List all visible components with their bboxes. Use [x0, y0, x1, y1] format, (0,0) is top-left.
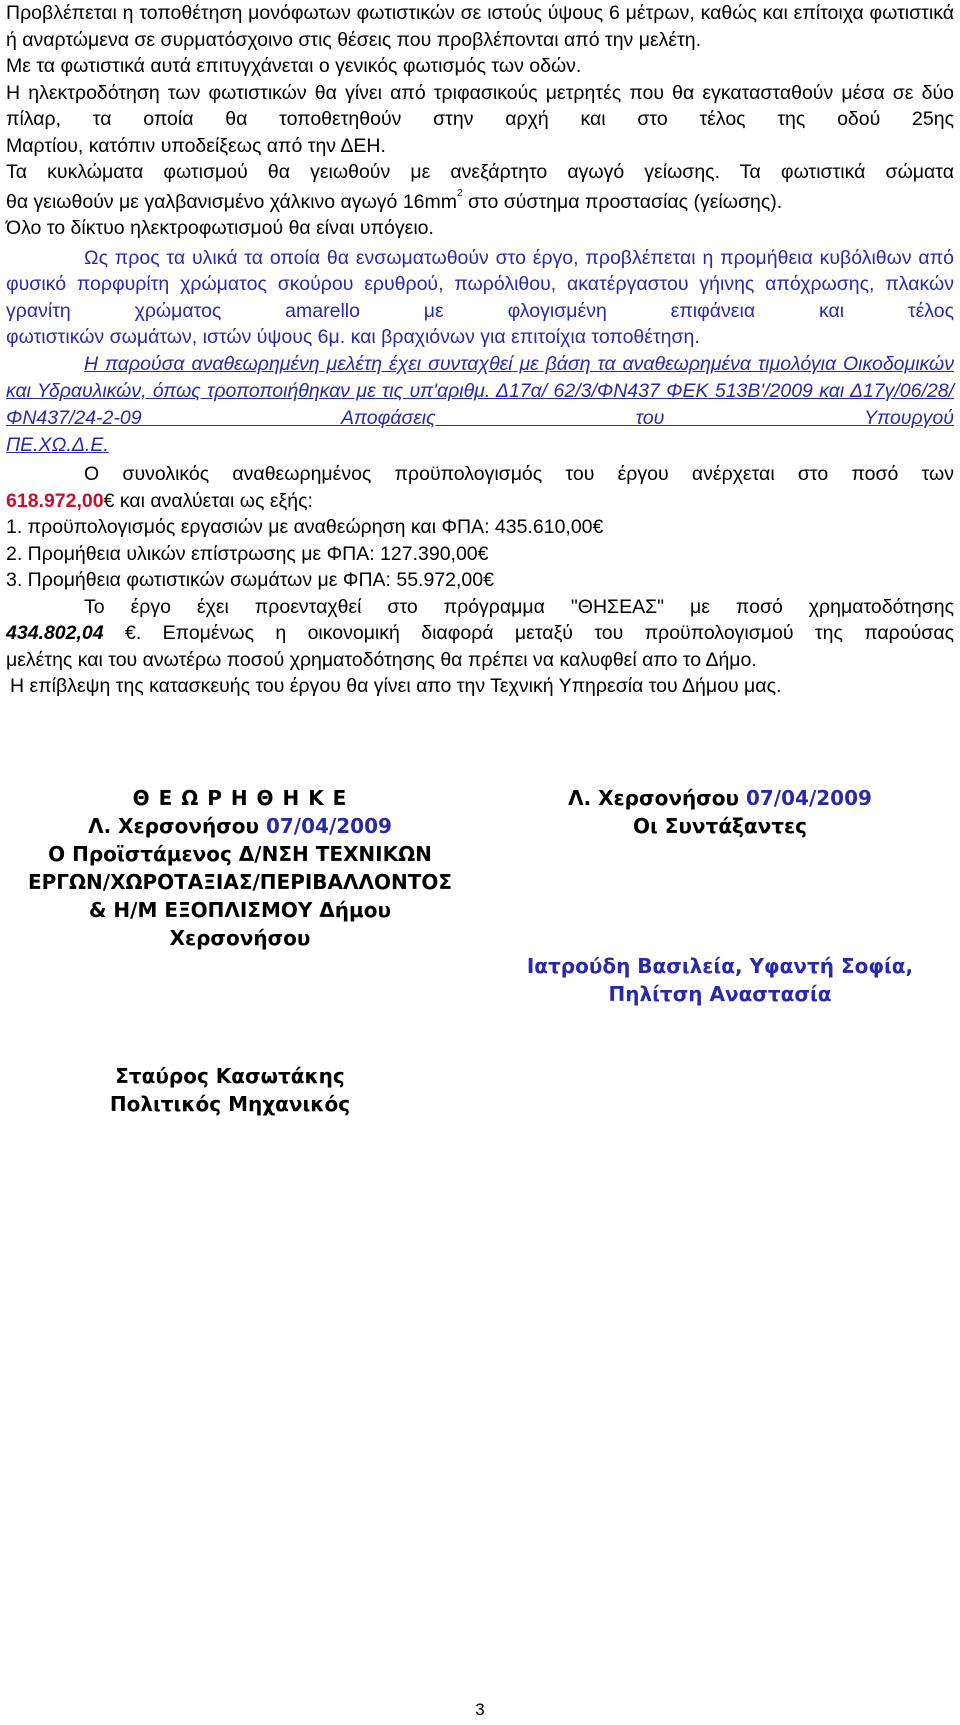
paragraph-funding-difference: 434.802,04 €. Επομένως η οικονομική διαφορά μεταξύ του προϋπολογισμού της παρούσας	[6, 622, 954, 644]
paragraph-power-supply-end: Μαρτίου, κατόπιν υποδείξεως από την ΔΕΗ.	[6, 134, 386, 157]
funding-amount: 434.802,04	[6, 622, 104, 644]
approval-heading: Θ Ε Ω Ρ Η Θ Η Κ Ε	[132, 786, 348, 810]
authors-names-line-1: Ιατρούδη Βασιλεία, Υφαντή Σοφία,	[526, 954, 914, 978]
paragraph-materials-end: φωτιστικών σωμάτων, ιστών ύψους 6μ. και βραχιόνων για επιτοίχια τοποθέτηση.	[6, 326, 700, 348]
paragraph-total-budget: Ο συνολικός αναθεωρημένος προϋπολογισμός του έργου ανέρχεται στο ποσό των	[84, 463, 954, 485]
authors-date: 07/04/2009	[745, 786, 872, 810]
authors-place-date: Λ. Χερσονήσου 07/04/2009	[568, 786, 872, 810]
document-body	[6, 0, 954, 700]
paragraph-lighting-intro: Προβλέπεται η τοποθέτηση μονόφωτων φωτιστικών σε ιστούς ύψους 6 μέτρων, καθώς και επίτοιχα φωτιστικά ή αναρτώμενα σε συρματόσχοινο στις θέσεις που προβλέπονται από την μελέτη.	[6, 2, 954, 51]
approver-name-block	[0, 1062, 460, 1118]
approval-place-date: Λ. Χερσονήσου 07/04/2009	[88, 814, 392, 838]
approval-signature-block	[0, 784, 480, 952]
paragraph-funding-program: Το έργο έχει προενταχθεί στο πρόγραμμα "ΘΗΣΕΑΣ" με ποσό χρηματοδότησης	[84, 595, 954, 618]
paragraph-grounding: Τα κυκλώματα φωτισμού θα γειωθούν με ανεξάρτητο αγωγό γείωσης. Τα φωτιστικά σώματα	[6, 161, 954, 183]
paragraph-underground: Όλο το δίκτυο ηλεκτροφωτισμού θα είναι υπόγειο.	[6, 217, 434, 239]
paragraph-power-supply: Η ηλεκτροδότηση των φωτιστικών θα γίνει από τριφασικούς μετρητές που θα εγκατασταθούν μέσα σε δύο πίλαρ, τα οποία θα τοποθετηθούν στην αρχή και στο τέλος της οδού 25ης	[6, 81, 954, 130]
budget-item-3: 3. Προμήθεια φωτιστικών σωμάτων με ΦΠΑ: 55.972,00€	[6, 569, 494, 591]
paragraph-supervision: Η επίβλεψη της κατασκευής του έργου θα γίνει απο την Τεχνική Υπηρεσία του Δήμου μας.	[10, 675, 782, 697]
page-number: 3	[475, 1700, 485, 1719]
paragraph-total-amount: 618.972,00€ και αναλύεται ως εξής:	[6, 489, 313, 512]
paragraph-materials: Ως προς τα υλικά τα οποία θα ενσωματωθούν στο έργο, προβλέπεται η προμήθεια κυβόλιθων από φυσικό πορφυρίτη χρώματος σκούρου ερυθρού, πωρόλιθου, ακατέργαστου γήινης απόχρωσης, πλακών γρανίτη χρώματος amarello με φλογισμένη επιφάνεια και τέλος	[6, 246, 954, 322]
approval-role: Ο Προϊστάμενος Δ/ΝΣΗ ΤΕΧΝΙΚΩΝ	[48, 842, 432, 866]
approval-date: 07/04/2009	[265, 814, 392, 838]
budget-item-1: 1. προϋπολογισμός εργασιών με αναθεώρηση και ΦΠΑ: 435.610,00€	[6, 516, 604, 538]
authors-names-line-2: Πηλίτση Αναστασία	[608, 982, 832, 1006]
authors-heading: Οι Συντάξαντες	[633, 814, 807, 838]
authors-names-block	[500, 952, 940, 1008]
approval-department: ΕΡΓΩΝ/ΧΩΡΟΤΑΞΙΑΣ/ΠΕΡΙΒΑΛΛΟΝΤΟΣ	[27, 870, 453, 894]
paragraph-funding-coverage: μελέτης και του ανωτέρω ποσού χρηματοδότησης θα πρέπει να καλυφθεί απο το Δήμο.	[6, 648, 757, 671]
total-amount: 618.972,00	[6, 489, 104, 512]
approver-title: Πολιτικός Μηχανικός	[109, 1092, 351, 1116]
paragraph-revision-ministry: ΠΕ.ΧΩ.Δ.Ε.	[6, 433, 109, 456]
paragraph-lighting-general: Με τα φωτιστικά αυτά επιτυγχάνεται ο γενικός φωτισμός των οδών.	[6, 55, 582, 77]
paragraph-revision-basis: Η παρούσα αναθεωρημένη μελέτη έχει συνταχθεί με βάση τα αναθεωρημένα τιμολόγια Οικοδομικών και Υδραυλικών, όπως τροποποιήθηκαν με τις υπ'αριθμ. Δ17α/ 62/3/ΦΝ437 ΦΕΚ 513Β'/2009 και Δ17γ/06/28/ΦΝ437/24-2-09 Αποφάσεις του Υπουργού	[6, 352, 954, 429]
authors-signature-block	[500, 784, 940, 840]
approval-equipment: & Η/Μ ΕΞΟΠΛΙΣΜΟΥ Δήμου	[89, 898, 391, 922]
approval-municipality: Χερσονήσου	[169, 926, 311, 950]
approver-name: Σταύρος Κασωτάκης	[115, 1064, 345, 1088]
budget-item-2: 2. Προμήθεια υλικών επίστρωσης με ΦΠΑ: 127.390,00€	[6, 542, 489, 565]
paragraph-grounding-conductor: θα γειωθούν με γαλβανισμένο χάλκινο αγωγό $16mm^2$ στο σύστημα προστασίας (γείωσης).	[6, 187, 783, 213]
